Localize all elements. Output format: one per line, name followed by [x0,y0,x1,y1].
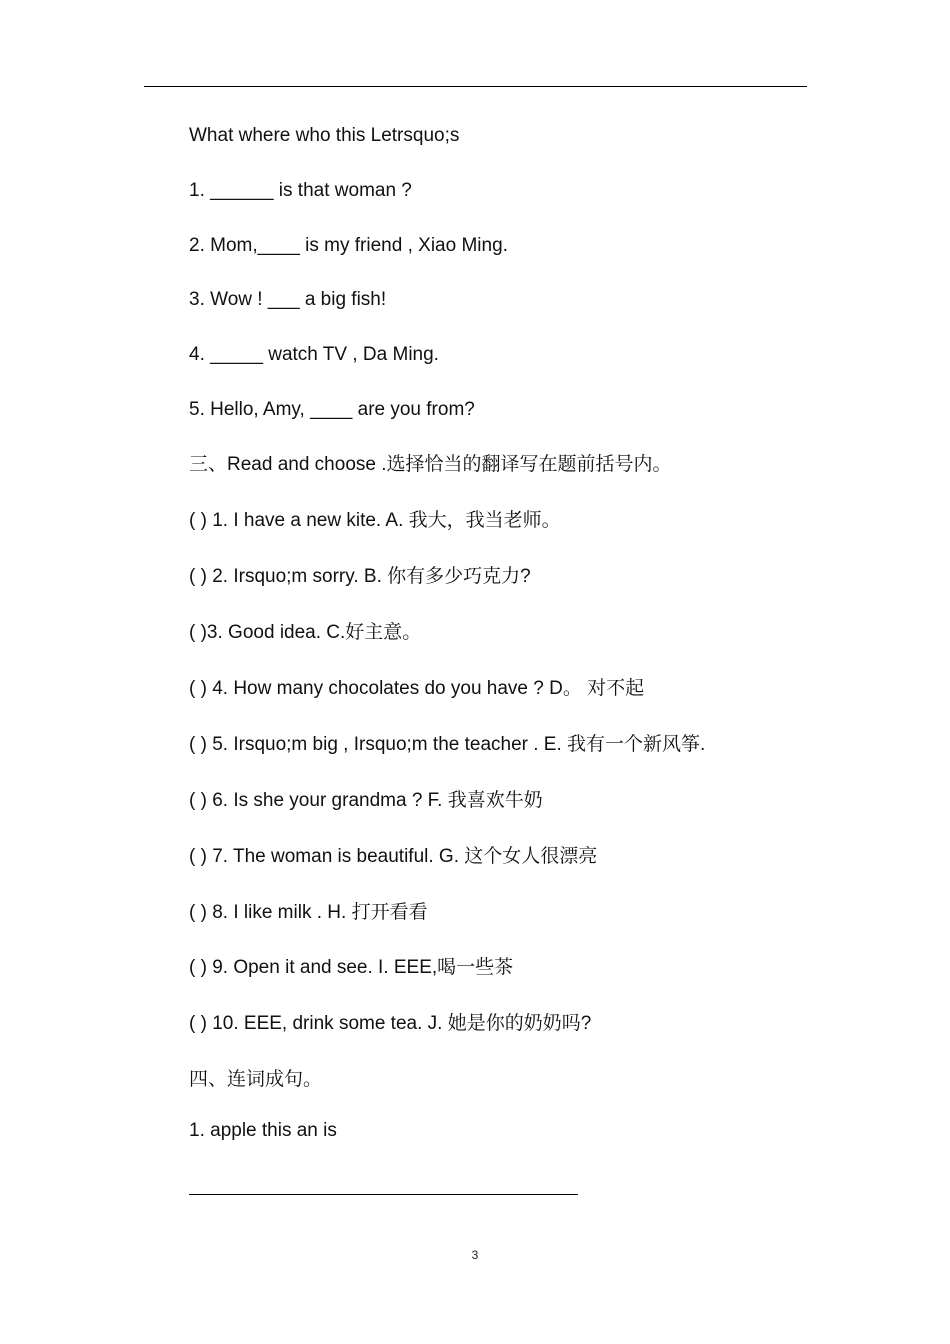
choose-question-8: ( ) 8. I like milk . H. 打开看看 [189,902,428,923]
fill-blank-question-1: 1. ______ is that woman ? [189,180,412,201]
answer-line [189,1194,578,1195]
choose-question-5: ( ) 5. Irsquo;m big , Irsquo;m the teacher . E. 我有一个新风筝. [189,734,706,755]
header-rule [144,86,807,87]
sentence-question-1: 1. apple this an is [189,1120,337,1141]
page-number: 3 [471,1248,479,1262]
section-4-heading: 四、连词成句。 [189,1069,323,1090]
choose-question-1: ( ) 1. I have a new kite. A. 我大，我当老师。 [189,510,561,531]
choose-question-9: ( ) 9. Open it and see. I. EEE,喝一些茶 [189,957,514,978]
fill-blank-question-3: 3. Wow ! ___ a big fish! [189,289,387,310]
fill-blank-question-4: 4. _____ watch TV , Da Ming. [189,344,439,365]
choose-question-10: ( ) 10. EEE, drink some tea. J. 她是你的奶奶吗? [189,1013,592,1034]
word-bank: What where who this Letrsquo;s [189,125,460,146]
fill-blank-question-2: 2. Mom,____ is my friend , Xiao Ming. [189,235,508,256]
choose-question-2: ( ) 2. Irsquo;m sorry. B. 你有多少巧克力? [189,566,531,587]
fill-blank-question-5: 5. Hello, Amy, ____ are you from? [189,399,475,420]
section-3-heading: 三、Read and choose .选择恰当的翻译写在题前括号内。 [189,454,672,475]
choose-question-6: ( ) 6. Is she your grandma ? F. 我喜欢牛奶 [189,790,543,811]
choose-question-4: ( ) 4. How many chocolates do you have ? D。 对不起 [189,678,645,699]
choose-question-7: ( ) 7. The woman is beautiful. G. 这个女人很漂亮 [189,846,598,867]
choose-question-3: ( )3. Good idea. C.好主意。 [189,622,422,643]
